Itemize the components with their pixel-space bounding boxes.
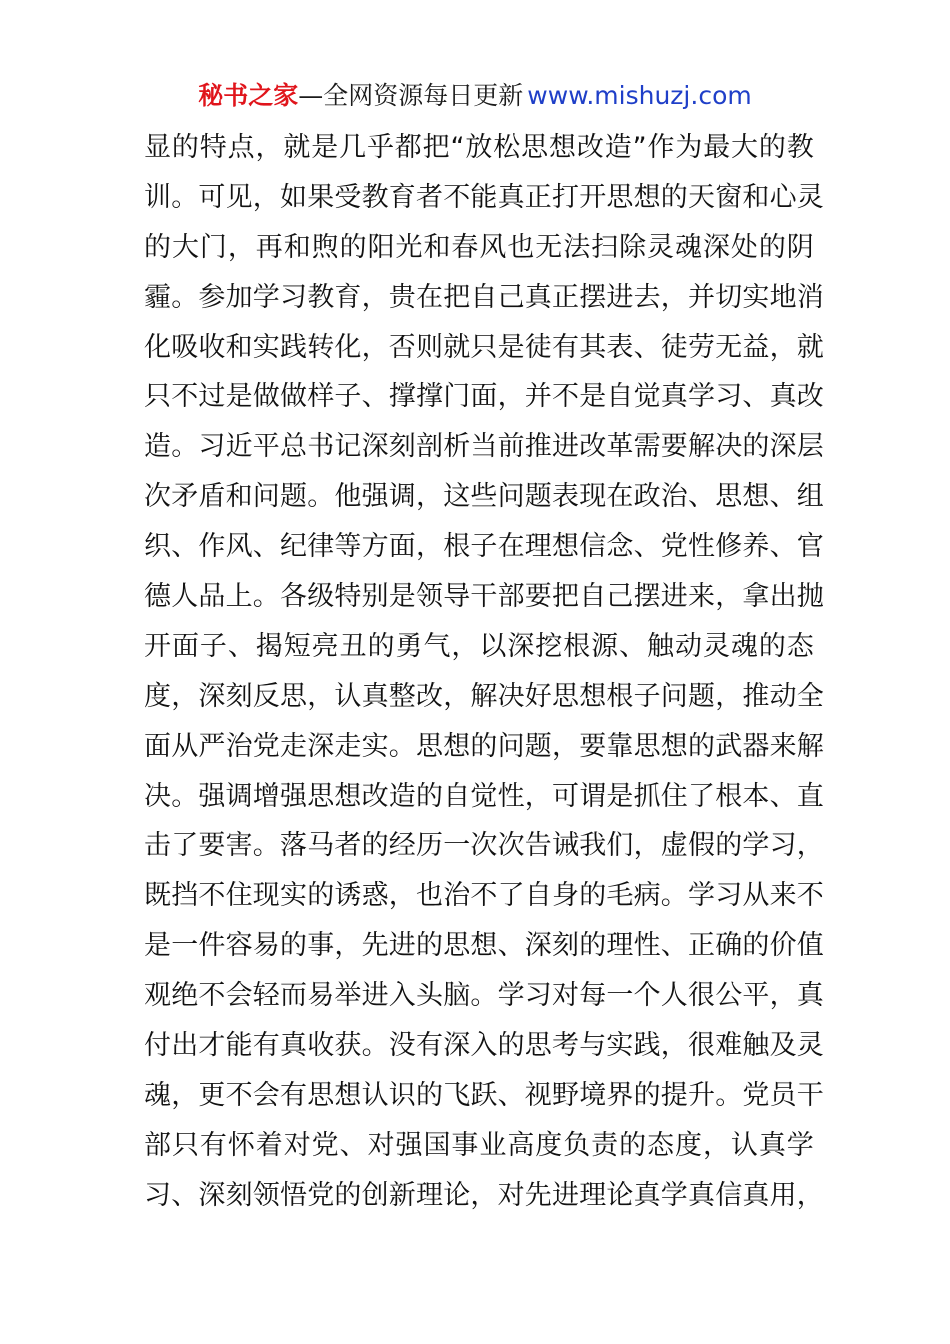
text-line: 部只有怀着对党、对强国事业高度负责的态度，认真学 (144, 1129, 814, 1161)
text-line: 决。强调增强思想改造的自觉性，可谓是抓住了根本、直 (144, 780, 824, 812)
text-line: 织、作风、纪律等方面，根子在理想信念、党性修养、官 (144, 531, 824, 563)
text-line: 的大门，再和煦的阳光和春风也无法扫除灵魂深处的阴 (144, 231, 814, 263)
text-line: 度，深刻反思，认真整改，解决好思想根子问题，推动全 (144, 680, 824, 712)
text-line: 德人品上。各级特别是领导干部要把自己摆进来，拿出抛 (144, 581, 824, 613)
header-tagline: —全网资源每日更新 (298, 81, 524, 110)
text-line: 只不过是做做样子、撑撑门面，并不是自觉真学习、真改 (144, 381, 824, 413)
text-line: 击了要害。落马者的经历一次次告诫我们，虚假的学习， (144, 830, 824, 862)
text-line: 次矛盾和问题。他强调，这些问题表现在政治、思想、组 (144, 481, 824, 513)
text-line: 习、深刻领悟党的创新理论，对先进理论真学真信真用， (144, 1179, 824, 1211)
site-url-link[interactable]: www.mishuzj.com (527, 81, 752, 110)
brand-name: 秘书之家 (198, 81, 299, 110)
text-line: 魂，更不会有思想认识的飞跃、视野境界的提升。党员干 (144, 1079, 824, 1111)
page-header (0, 78, 950, 114)
document-body (144, 123, 824, 1221)
text-line: 开面子、揭短亮丑的勇气，以深挖根源、触动灵魂的态 (144, 630, 814, 662)
text-line: 既挡不住现实的诱惑，也治不了自身的毛病。学习从来不 (144, 880, 824, 912)
text-line: 造。习近平总书记深刻剖析当前推进改革需要解决的深层 (144, 431, 824, 463)
text-line: 是一件容易的事，先进的思想、深刻的理性、正确的价值 (144, 930, 824, 962)
text-line: 面从严治党走深走实。思想的问题，要靠思想的武器来解 (144, 730, 824, 762)
text-line: 观绝不会轻而易举进入头脑。学习对每一个人很公平，真 (144, 980, 824, 1012)
text-line: 显的特点，就是几乎都把“放松思想改造”作为最大的教 (144, 132, 814, 163)
text-line: 训。可见，如果受教育者不能真正打开思想的天窗和心灵 (144, 181, 824, 213)
text-line: 付出才能有真收获。没有深入的思考与实践，很难触及灵 (144, 1030, 824, 1062)
text-line: 化吸收和实践转化，否则就只是徒有其表、徒劳无益，就 (144, 331, 824, 363)
text-line: 霾。参加学习教育，贵在把自己真正摆进去，并切实地消 (144, 281, 824, 313)
